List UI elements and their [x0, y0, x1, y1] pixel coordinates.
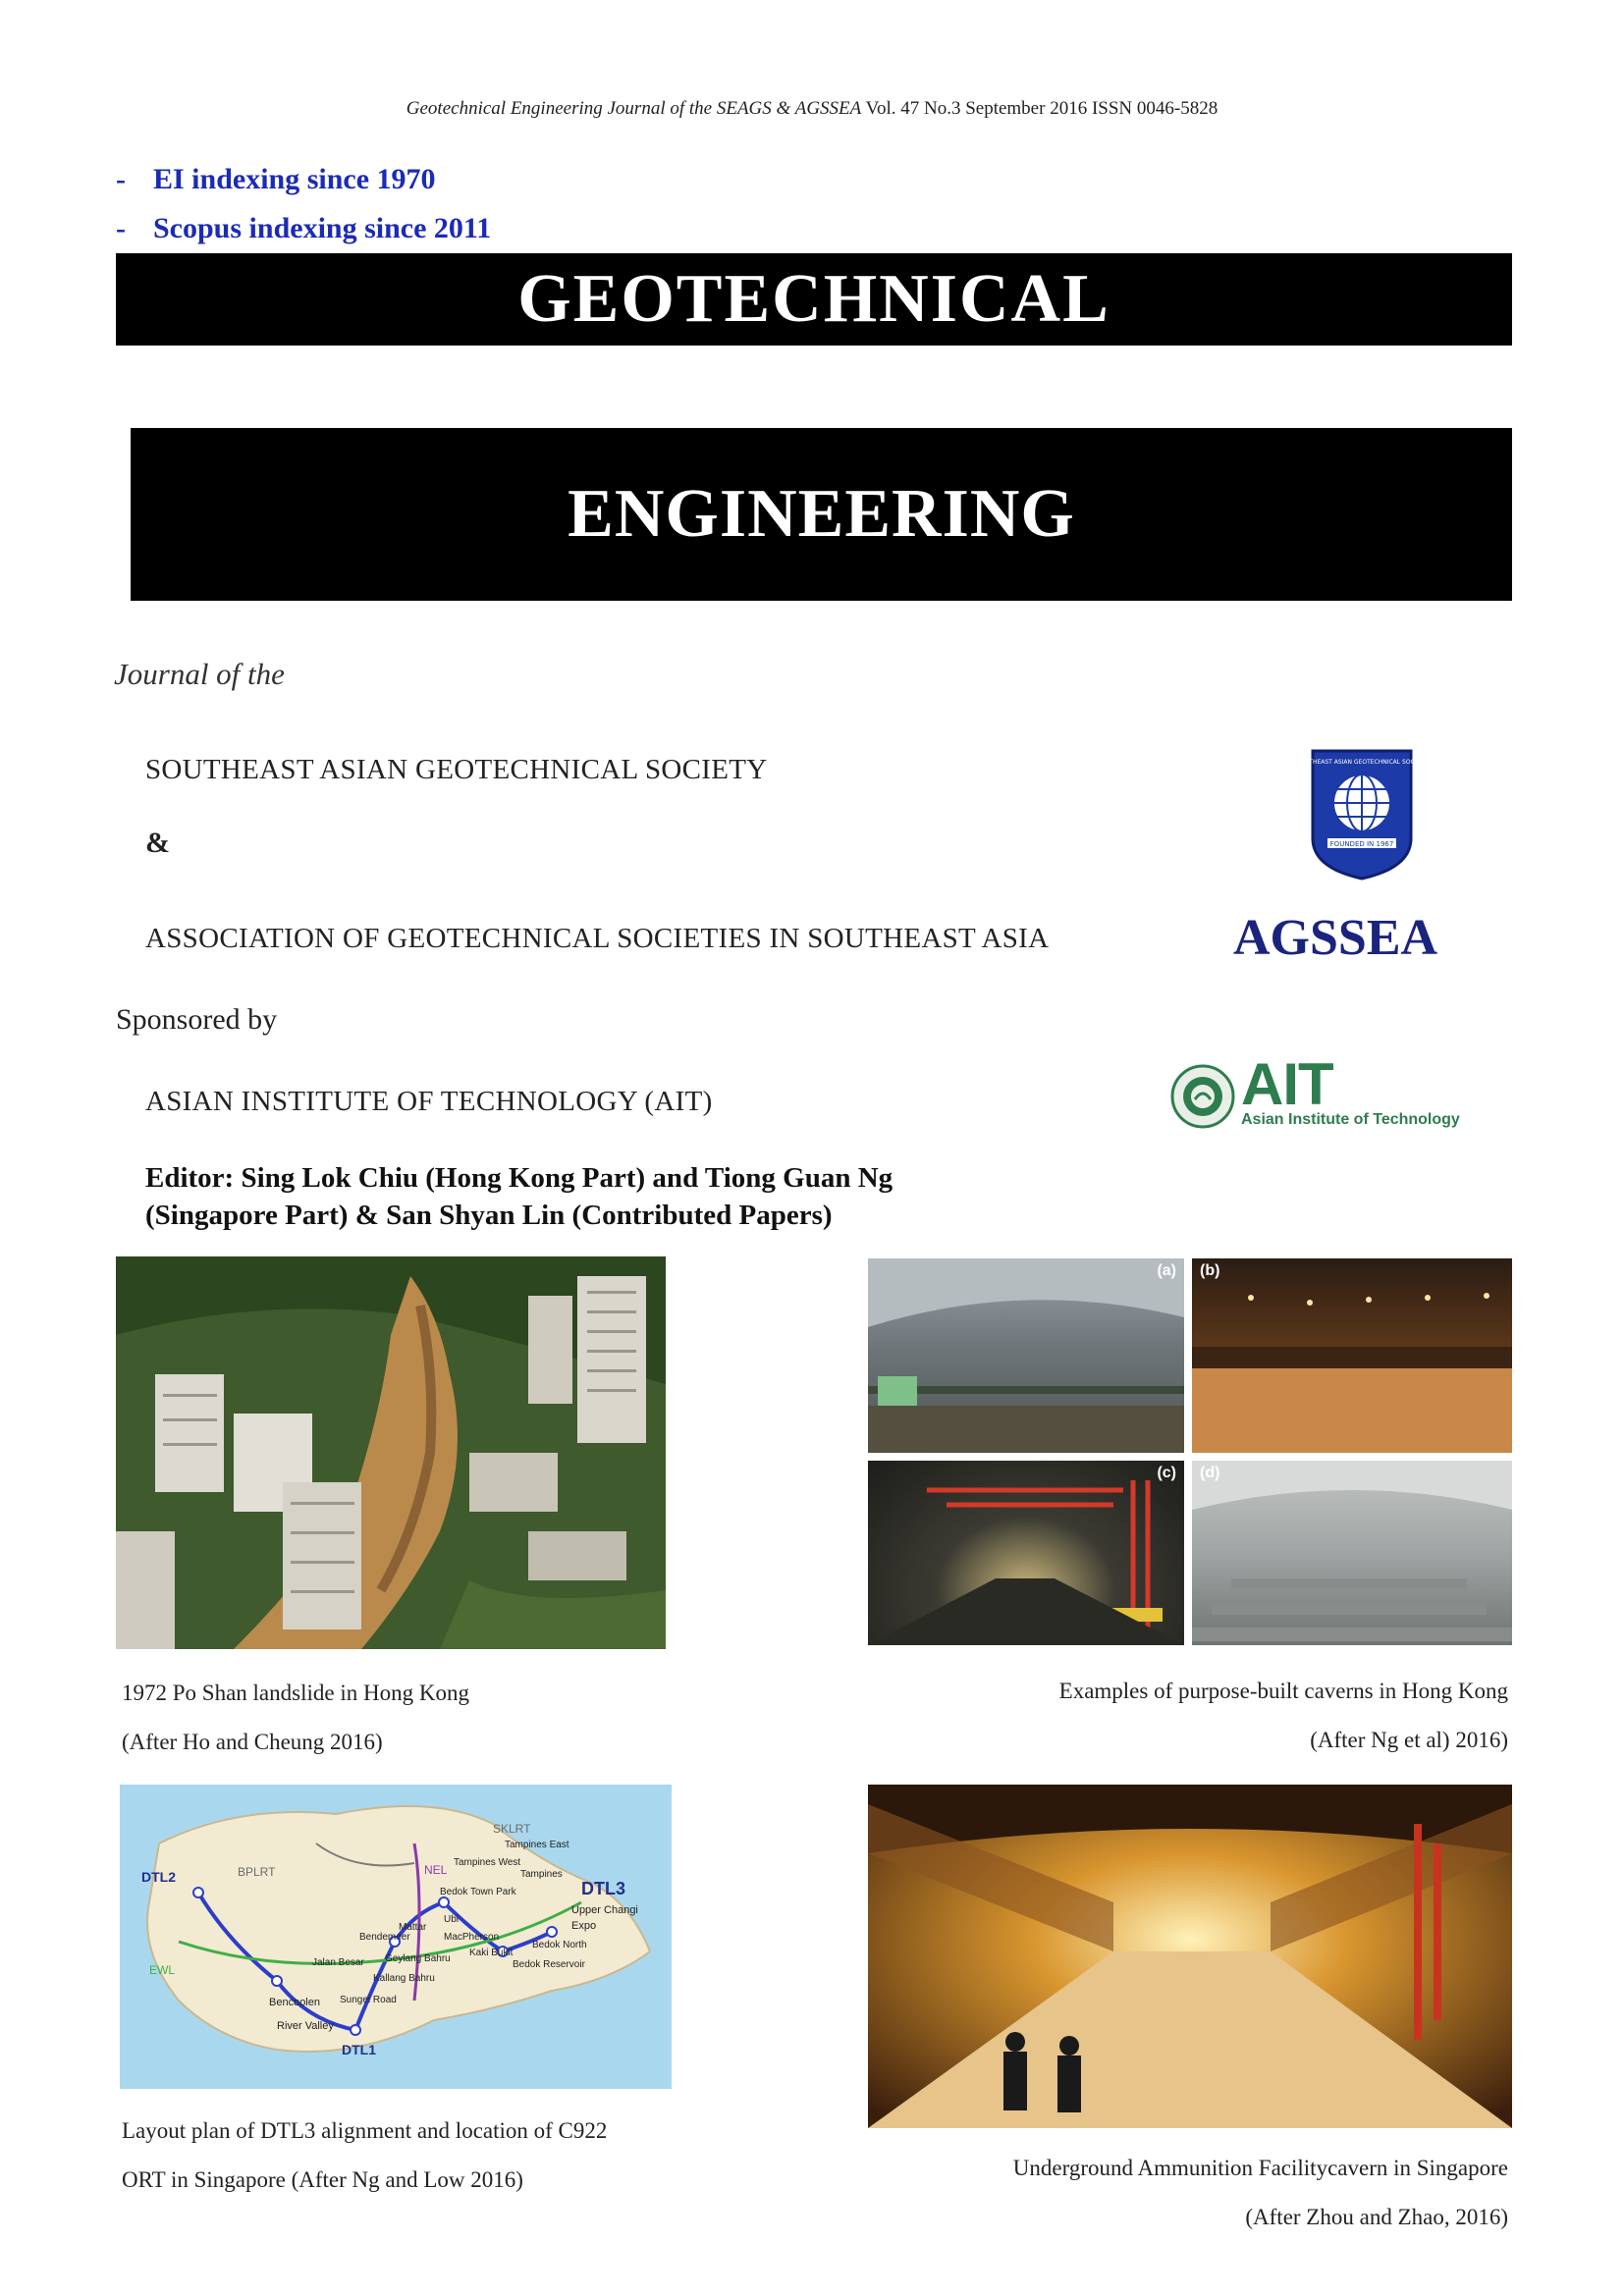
- caverns-caption-1: Examples of purpose-built caverns in Hong Kong: [1058, 1679, 1508, 1703]
- running-header: [0, 98, 1624, 120]
- dtl3-caption-1: Layout plan of DTL3 alignment and location of C922: [122, 2118, 608, 2143]
- editor-line-2: (Singapore Part) & San Shyan Lin (Contributed Papers): [145, 1200, 833, 1231]
- journal-name: Geotechnical Engineering Journal of the SEAGS & AGSSEA: [406, 98, 862, 119]
- ampersand: &: [145, 827, 170, 859]
- ammunition-caption-2: (After Zhou and Zhao, 2016): [1245, 2205, 1508, 2229]
- cavern-panel-a: [868, 1258, 1184, 1453]
- map-label-mattar: Mattar: [399, 1922, 427, 1933]
- map-label-kaki-bukit: Kaki Bukit: [469, 1948, 514, 1958]
- dtl3-map: [120, 1785, 672, 2089]
- panel-label-b: (b): [1200, 1262, 1220, 1279]
- seags-logo-text-bottom: FOUNDED IN 1967: [1329, 840, 1394, 848]
- ammunition-caption-1: Underground Ammunition Facilitycavern in Singapore: [1012, 2156, 1508, 2180]
- indexing-item: - EI indexing since 1970: [116, 163, 436, 195]
- map-label-bedok-town-park: Bedok Town Park: [440, 1887, 516, 1897]
- title-band-engineering: ENGINEERING: [131, 428, 1512, 601]
- ait-seal-icon: [1170, 1064, 1235, 1129]
- panel-label-a: (a): [1157, 1262, 1176, 1279]
- landslide-photo: [116, 1256, 666, 1649]
- map-label-dtl1: DTL1: [342, 2042, 376, 2057]
- map-label-tampines: Tampines: [520, 1869, 563, 1880]
- map-label-bendemeer: Bendemeer: [359, 1932, 410, 1943]
- caverns-figure: [868, 1258, 1512, 1645]
- cavern-panel-b: [1192, 1258, 1512, 1453]
- map-label-river-valley: River Valley: [277, 2020, 334, 2032]
- seags-logo-text-top: SOUTHEAST ASIAN GEOTECHNICAL SOCIETY: [1296, 759, 1428, 766]
- map-label-geylang-bahru: Geylang Bahru: [385, 1953, 451, 1964]
- caverns-caption-2: (After Ng et al) 2016): [1310, 1728, 1508, 1752]
- ammunition-cavern-illustration: [868, 1785, 1512, 2128]
- agssea-logo: AGSSEA: [1233, 910, 1438, 966]
- ait-tagline: Asian Institute of Technology: [1241, 1111, 1460, 1128]
- map-label-ubi: Ubi: [444, 1914, 460, 1925]
- map-label-ewl: EWL: [149, 1963, 176, 1977]
- landslide-caption-1: 1972 Po Shan landslide in Hong Kong: [122, 1681, 469, 1705]
- map-label-bplrt: BPLRT: [238, 1865, 276, 1879]
- map-label-sklrt: SKLRT: [493, 1822, 531, 1836]
- panel-label-d: (d): [1200, 1465, 1220, 1481]
- map-label-dtl3: DTL3: [581, 1879, 625, 1898]
- map-label-dtl2: DTL2: [141, 1869, 176, 1885]
- sponsor-name: ASIAN INSTITUTE OF TECHNOLOGY (AIT): [145, 1086, 713, 1117]
- org-seags: SOUTHEAST ASIAN GEOTECHNICAL SOCIETY: [145, 754, 768, 785]
- panel-label-c: (c): [1157, 1465, 1176, 1481]
- map-label-kallang-bahru: Kallang Bahru: [373, 1973, 435, 1984]
- issue-info: Vol. 47 No.3 September 2016 ISSN 0046-5828: [865, 98, 1218, 119]
- ait-logo: [1170, 1051, 1485, 1135]
- cavern-panel-c: [868, 1461, 1184, 1645]
- map-label-bedok-reservoir: Bedok Reservoir: [513, 1959, 585, 1970]
- ammunition-cavern-photo: [868, 1785, 1512, 2128]
- title-band-geotechnical: GEOTECHNICAL: [116, 253, 1512, 346]
- cavern-panel-d: [1192, 1461, 1512, 1645]
- landslide-caption-2: (After Ho and Cheung 2016): [122, 1730, 383, 1754]
- indexing-item: - Scopus indexing since 2011: [116, 212, 492, 244]
- map-label-tampines-east: Tampines East: [505, 1840, 569, 1850]
- org-agssea: ASSOCIATION OF GEOTECHNICAL SOCIETIES IN SOUTHEAST ASIA: [145, 923, 1050, 954]
- ait-wordmark: AIT: [1241, 1051, 1333, 1117]
- journal-of-label: Journal of the: [114, 657, 285, 691]
- map-label-bedok-north: Bedok North: [532, 1940, 587, 1950]
- map-label-upper-changi: Upper Changi: [571, 1904, 638, 1916]
- map-label-expo: Expo: [571, 1920, 597, 1932]
- map-label-nel: NEL: [424, 1863, 448, 1877]
- seags-logo: [1296, 748, 1428, 881]
- dtl3-caption-2: ORT in Singapore (After Ng and Low 2016): [122, 2167, 523, 2192]
- map-label-tampines-west: Tampines West: [454, 1857, 521, 1868]
- landslide-illustration: [116, 1256, 666, 1649]
- map-label-sungei-road: Sungei Road: [340, 1995, 397, 2005]
- sponsored-by-label: Sponsored by: [116, 1003, 278, 1036]
- map-label-macpherson: MacPherson: [444, 1932, 500, 1943]
- map-label-jalan-besar: Jalan Besar: [312, 1957, 364, 1968]
- map-label-bencoolen: Bencoolen: [269, 1997, 320, 2008]
- editor-line-1: Editor: Sing Lok Chiu (Hong Kong Part) and Tiong Guan Ng: [145, 1162, 893, 1194]
